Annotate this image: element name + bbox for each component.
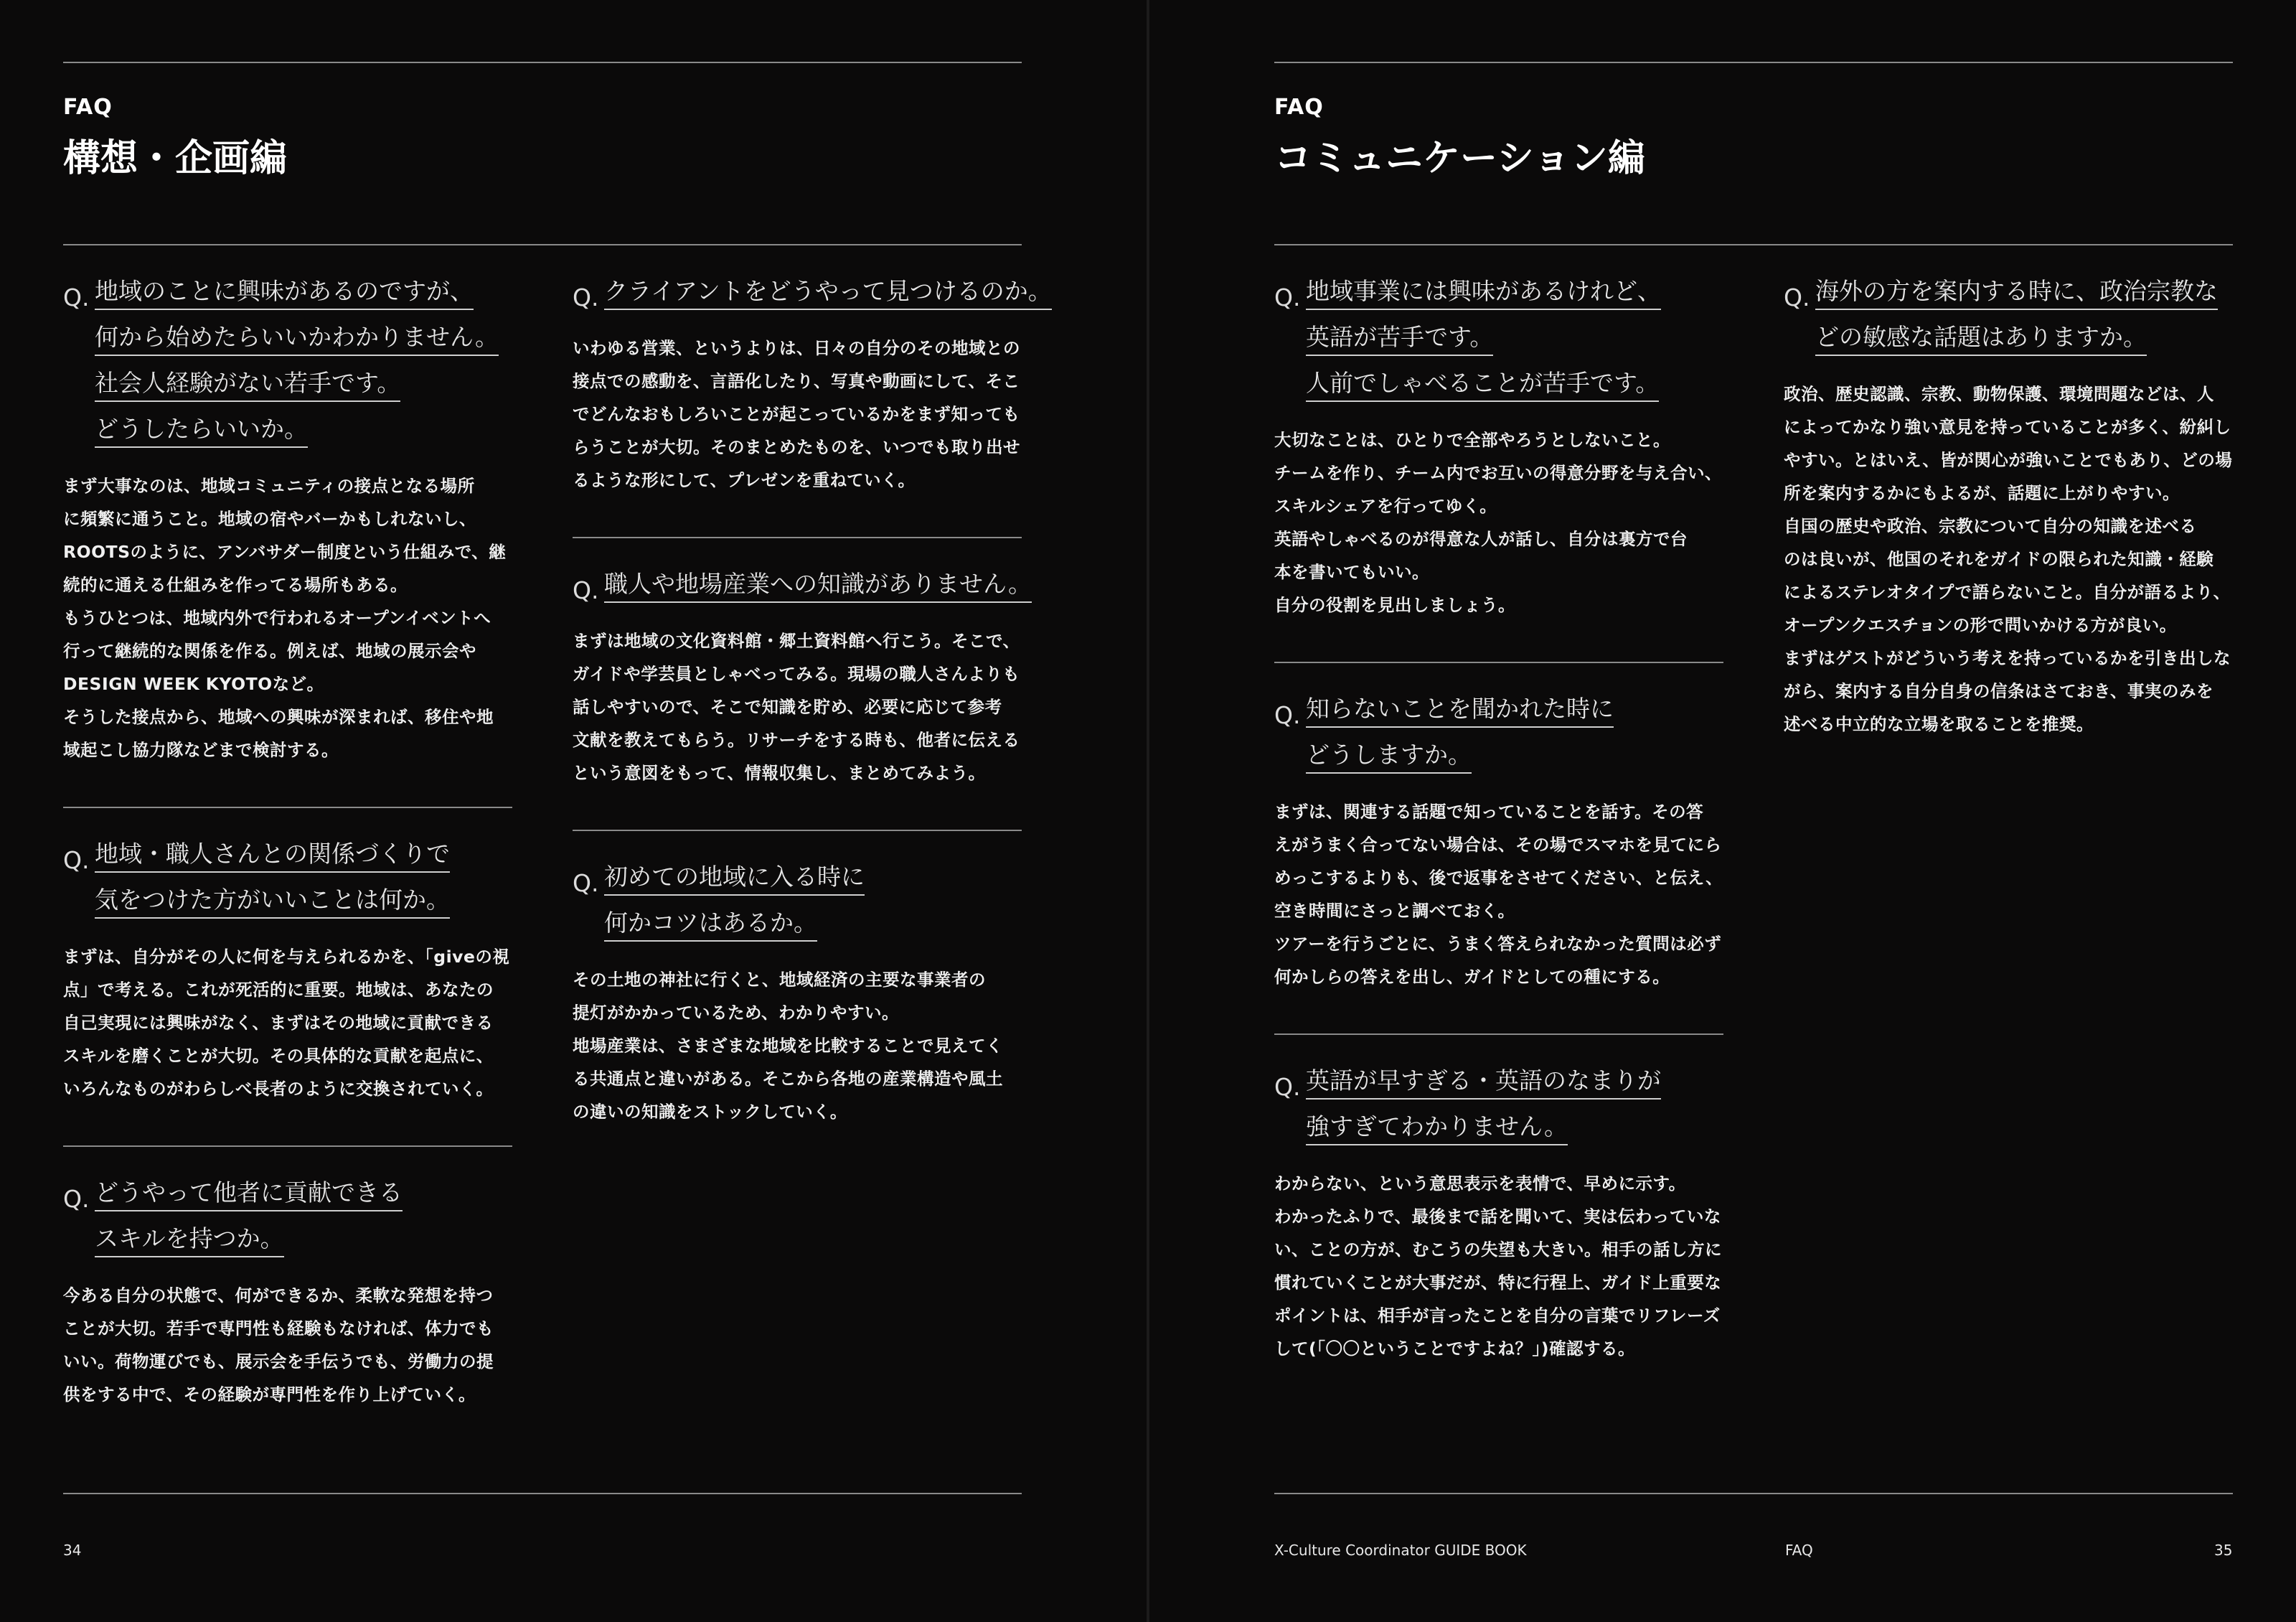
answer-line: 何かしらの答えを出し、ガイドとしての種にする。 [1274,967,1670,987]
faq-question [1784,276,2233,367]
question-marker: Q. [1274,701,1301,729]
answer-line: 地場産業は、さまざまな地域を比較することで見えてく [573,1036,1003,1056]
answer-line: 自己実現には興味がなく、まずはその地域に貢献できる [63,1013,494,1033]
faq-item [573,861,1022,1128]
answer-line: 英語やしゃべるのが得意な人が話し、自分は裏方で台 [1274,529,1688,549]
bottom-rule [63,1493,1022,1494]
faq-question [63,1177,512,1269]
page-number: 35 [2214,1542,2233,1559]
answer-line: 自分の役割を見出しましょう。 [1274,595,1515,615]
answer-line: る共通点と違いがある。そこから各地の産業構造や風土 [573,1069,1003,1089]
right-page [1149,0,2296,1622]
faq-column-1 [63,245,512,1451]
answer-line: いろんなものがわらしべ長者のように交換されていく。 [63,1079,494,1099]
bottom-rule [1274,1493,2233,1494]
faq-divider [63,807,512,808]
faq-answer [1274,423,1723,622]
answer-line: ROOTSのように、アンバサダー制度という仕組みで、継 [63,542,507,562]
faq-answer [1274,1167,1723,1365]
answer-line: によるステレオタイプで語らないこと。自分が語るより、 [1784,582,2231,602]
faq-question [573,568,1032,614]
answer-line: によってかなり強い意見を持っていることが多く、紛糾し [1784,417,2231,437]
answer-line: わからない、という意思表示を表情で、早めに示す。 [1274,1173,1686,1194]
answer-line: もうひとつは、地域内外で行われるオープンイベントへ [63,608,491,628]
faq-item [573,276,1052,497]
answer-line: 慣れていくことが大事だが、特に行程上、ガイド上重要な [1274,1272,1722,1293]
faq-item [63,1177,512,1411]
question-marker: Q. [63,1185,90,1213]
faq-divider [1274,662,1723,663]
question-line: どの敏感な話題はありますか。 [1815,322,2147,356]
answer-line: わかったふりで、最後まで話を聞いて、実は伝わっていな [1274,1206,1721,1227]
answer-line: まずは、関連する話題で知っていることを話す。その答 [1274,802,1704,822]
question-line: 海外の方を案内する時に、政治宗教な [1815,276,2218,310]
question-line: 職人や地場産業への知識がありません。 [604,568,1032,603]
answer-line: チームを作り、チーム内でお互いの得意分野を与え合い、 [1274,463,1722,483]
answer-line: 接点での感動を、言語化したり、写真や動画にして、そこ [573,371,1020,391]
question-line: 知らないことを聞かれた時に [1306,693,1614,728]
section-label: FAQ [63,95,113,120]
answer-line: 行って継続的な関係を作る。例えば、地域の展示会や [63,641,476,661]
answer-line: 続的に通える仕組みを作ってる場所もある。 [63,575,408,595]
answer-line: 大切なことは、ひとりで全部やろうとしないこと。 [1274,430,1670,450]
faq-column-2 [1784,245,2233,781]
faq-question [1274,693,1723,785]
faq-question [1274,276,1723,413]
answer-line: のは良いが、他国のそれをガイドの限られた知識・経験 [1784,549,2214,569]
faq-item [1274,276,1723,622]
question-line: 地域事業には興味があるけれど、 [1306,276,1661,310]
top-rule [63,62,1022,63]
faq-question [1274,1065,1723,1157]
answer-line: 域起こし協力隊などまで検討する。 [63,740,339,760]
question-marker: Q. [63,846,90,874]
answer-line: まずは、自分がその人に何を与えられるかを、「giveの視 [63,947,510,967]
faq-question [573,861,1022,953]
answer-line: 本を書いてもいい。 [1274,562,1429,582]
answer-line: そうした接点から、地域への興味が深まれば、移住や地 [63,707,494,727]
question-line: 社会人経験がない若手です。 [95,367,400,402]
faq-answer [63,469,512,767]
faq-item [63,838,512,1105]
faq-column-2 [573,245,1052,1168]
question-line: 気をつけた方がいいことは何か。 [95,884,450,919]
faq-answer [573,624,1022,789]
faq-answer [1784,378,2233,741]
answer-line: ツアーを行うごとに、うまく答えられなかった質問は必ず [1274,934,1722,954]
question-line: 人前でしゃべることが苦手です。 [1306,367,1659,402]
question-line: どうしますか。 [1306,739,1472,774]
faq-answer [63,1279,512,1411]
answer-line: して(「〇〇ということですよね？」)確認する。 [1274,1339,1635,1359]
question-line: 英語が苦手です。 [1306,322,1493,356]
faq-answer [573,332,1022,497]
answer-line: 政治、歴史認識、宗教、動物保護、環境問題などは、人 [1784,384,2214,404]
question-line: 英語が早すぎる・英語のなまりが [1306,1065,1661,1100]
answer-line: 点」で考える。これが死活的に重要。地域は、あなたの [63,980,494,1000]
answer-line: いわゆる営業、というよりは、日々の自分のその地域との [573,338,1020,358]
question-line: 何かコツはあるか。 [604,907,817,942]
faq-divider [573,830,1022,831]
faq-divider [573,537,1022,538]
answer-line: 提灯がかかっているため、わかりやすい。 [573,1003,900,1023]
answer-line: DESIGN WEEK KYOTOなど。 [63,674,324,694]
answer-line: やすい。とはいえ、皆が関心が強いことでもあり、どの場 [1784,450,2233,470]
answer-line: 今ある自分の状態で、何ができるか、柔軟な発想を持つ [63,1285,494,1305]
page-title: 構想・企画編 [63,137,288,180]
answer-line: めっこするよりも、後で返事をさせてください、と伝え、 [1274,868,1723,888]
faq-answer [573,963,1022,1128]
question-line: 何から始めたらいいかわかりません。 [95,322,499,356]
question-line: 地域のことに興味があるのですが、 [95,276,474,310]
answer-line: まずは地域の文化資料館・郷土資料館へ行こう。そこで、 [573,631,1020,651]
answer-line: に頻繁に通うこと。地域の宿やバーかもしれないし、 [63,509,476,529]
question-marker: Q. [63,283,90,311]
faq-question [63,838,512,930]
left-page [0,0,1147,1622]
answer-line: オープンクエスチョンの形で問いかける方が良い。 [1784,615,2177,635]
answer-line: 話しやすいので、そこで知識を貯め、必要に応じて参考 [573,697,1002,717]
question-line: どうしたらいいか。 [95,413,308,448]
question-marker: Q. [573,283,599,311]
answer-line: まずはゲストがどういう考えを持っているかを引き出しな [1784,648,2231,668]
faq-item [1274,693,1723,993]
question-line: 地域・職人さんとの関係づくりで [95,838,450,873]
faq-divider [63,1145,512,1147]
answer-line: るような形にして、プレゼンを重ねていく。 [573,470,916,490]
answer-line: 空き時間にさっと調べておく。 [1274,901,1515,921]
answer-line: スキルを磨くことが大切。その具体的な貢献を起点に、 [63,1046,494,1066]
answer-line: でどんなおもしろいことが起こっているかをまず知っても [573,404,1020,424]
page-title: コミュニケーション編 [1274,137,1645,180]
faq-item [63,276,512,767]
answer-line: ことが大切。若手で専門性も経験もなければ、体力でも [63,1318,494,1339]
answer-line: ガイドや学芸員としゃべってみる。現場の職人さんよりも [573,664,1020,684]
top-rule [1274,62,2233,63]
answer-line: がら、案内する自分自身の信条はさておき、事実のみを [1784,681,2214,701]
faq-item [1784,276,2233,741]
answer-line: 文献を教えてもらう。リサーチをする時も、他者に伝える [573,730,1020,750]
faq-column-1 [1274,245,1723,1405]
faq-divider [1274,1033,1723,1035]
answer-line: 述べる中立的な立場を取ることを推奨。 [1784,714,2094,734]
question-marker: Q. [573,576,599,604]
question-line: どうやって他者に貢献できる [95,1177,403,1211]
answer-line: えがうまく合ってない場合は、その場でスマホを見てにら [1274,835,1722,855]
page-number: 34 [63,1542,82,1559]
footer-section: FAQ [1785,1542,1813,1559]
faq-item [1274,1065,1723,1365]
footer-book-title: X-Culture Coordinator GUIDE BOOK [1274,1542,1527,1559]
answer-line: らうことが大切。そのまとめたものを、いつでも取り出せ [573,437,1020,457]
question-line: 初めての地域に入る時に [604,861,865,896]
faq-question [573,276,1052,322]
answer-line: という意図をもって、情報収集し、まとめてみよう。 [573,763,986,783]
answer-line: 所を案内するかにもよるが、話題に上がりやすい。 [1784,483,2180,503]
faq-item [573,568,1032,789]
question-line: 強すぎてわかりません。 [1306,1111,1568,1145]
faq-question [63,276,512,459]
section-label: FAQ [1274,95,1324,120]
answer-line: ポイントは、相手が言ったことを自分の言葉でリフレーズ [1274,1305,1721,1326]
question-marker: Q. [573,869,599,897]
faq-answer [1274,795,1723,993]
answer-line: いい。荷物運びでも、展示会を手伝うでも、労働力の提 [63,1351,494,1372]
faq-answer [63,940,512,1105]
answer-line: 自国の歴史や政治、宗教について自分の知識を述べる [1784,516,2197,536]
answer-line: の違いの知識をストックしていく。 [573,1102,847,1122]
question-line: クライアントをどうやって見つけるのか。 [604,276,1052,310]
answer-line: その土地の神社に行くと、地域経済の主要な事業者の [573,970,986,990]
answer-line: 供をする中で、その経験が専門性を作り上げていく。 [63,1384,476,1405]
question-marker: Q. [1274,1073,1301,1101]
question-marker: Q. [1784,283,1810,311]
answer-line: スキルシェアを行ってゆく。 [1274,496,1497,516]
answer-line: い、ことの方が、むこうの失望も大きい。相手の話し方に [1274,1239,1722,1260]
question-line: スキルを持つか。 [95,1223,284,1257]
answer-line: まず大事なのは、地域コミュニティの接点となる場所 [63,476,475,496]
question-marker: Q. [1274,283,1301,311]
